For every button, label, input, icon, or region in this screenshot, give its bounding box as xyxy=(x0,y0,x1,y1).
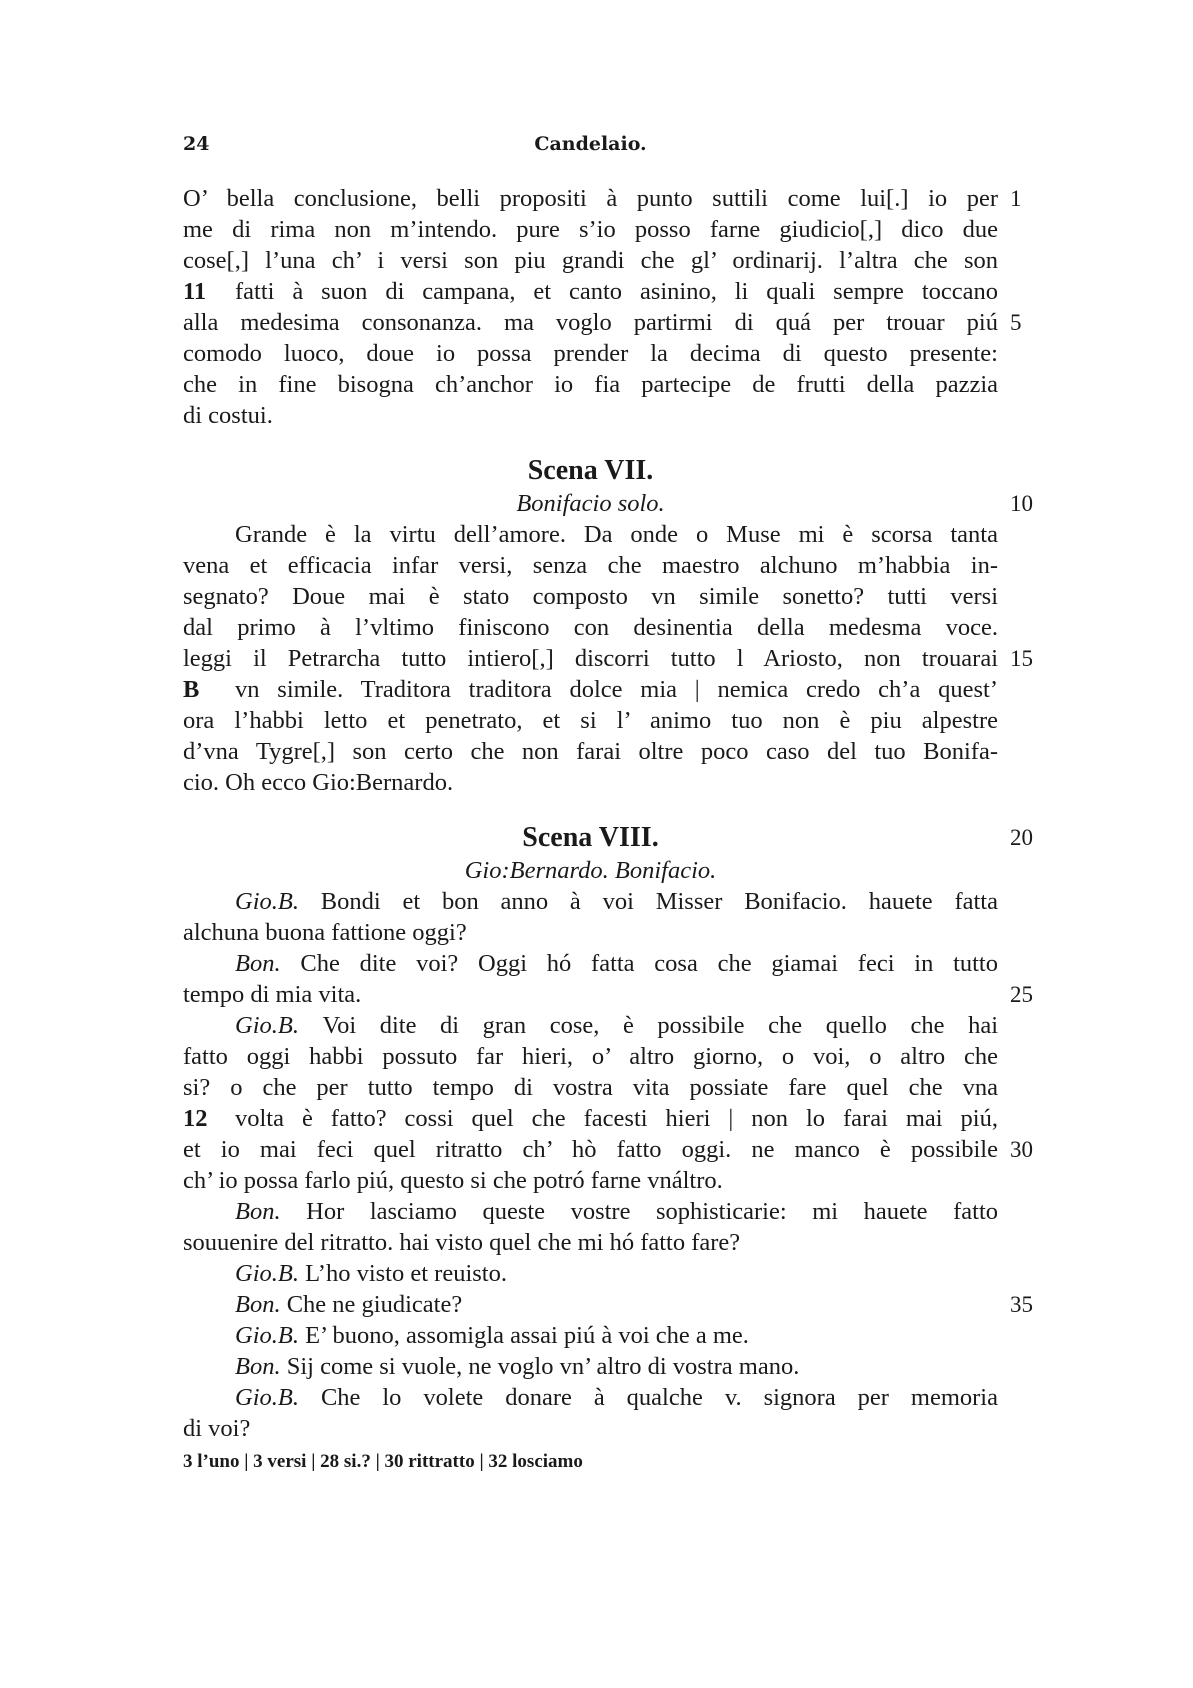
line-text: Voi dite di gran cose, è possibile che quello che hai xyxy=(322,1012,999,1039)
line-text: L’ho visto et reuisto. xyxy=(305,1260,507,1287)
text-line xyxy=(183,1227,998,1259)
line-text: si? o che per tutto tempo di vostra vita possiate fare quel che vna xyxy=(183,1074,998,1101)
line-text: cose[,] l’una ch’ i versi son piu grandi che gl’ ordinarij. l’altra che son xyxy=(183,247,998,274)
running-title: Candelaio. xyxy=(534,133,647,155)
text-line xyxy=(183,705,998,737)
line-number: 35 xyxy=(1010,1292,1033,1317)
text-line xyxy=(183,276,998,308)
text-line xyxy=(183,1320,998,1352)
line-number: 20 xyxy=(1010,825,1033,850)
text-line xyxy=(183,245,998,277)
line-text: Scena VIII. xyxy=(522,822,659,853)
text-line xyxy=(183,1289,998,1321)
text-line xyxy=(183,519,998,551)
text-line xyxy=(183,736,998,768)
text-line xyxy=(183,1041,998,1073)
text-line xyxy=(183,822,998,854)
speaker-name: Bon. xyxy=(235,1353,287,1380)
text-line xyxy=(183,1103,998,1135)
line-text: et io mai feci quel ritratto ch’ hò fatto oggi. ne manco è possibile xyxy=(183,1136,998,1163)
text-line xyxy=(183,455,998,487)
line-number: 15 xyxy=(1010,646,1033,671)
line-text: che in fine bisogna ch’anchor io fia partecipe de frutti della pazzia xyxy=(183,371,998,398)
line-text: dal primo à l’vltimo finiscono con desinentia della medesma voce. xyxy=(183,614,998,641)
line-text: d’vna Tygre[,] son certo che non farai oltre poco caso del tuo Bonifa- xyxy=(183,738,998,765)
line-text: segnato? Doue mai è stato composto vn simile sonetto? tutti versi xyxy=(183,583,998,610)
text-line xyxy=(183,1351,998,1383)
text-line xyxy=(183,1258,998,1290)
speaker-name: Gio.B. xyxy=(235,1322,306,1349)
page-number: 24 xyxy=(183,133,210,155)
line-text: fatti à suon di campana, et canto asinino, li quali sempre toccano xyxy=(235,278,998,305)
text-line xyxy=(183,183,998,215)
text-line xyxy=(183,886,998,918)
original-page-marker: 12 xyxy=(183,1105,208,1132)
line-text: Bonifacio solo. xyxy=(516,490,665,517)
line-text: Che dite voi? Oggi hó fatta cosa che giamai feci in tutto xyxy=(300,950,998,977)
line-text: tempo di mia vita. xyxy=(183,981,362,1008)
line-text: Hor lasciamo queste vostre sophisticarie: mi hauete fatto xyxy=(306,1198,999,1225)
text-line xyxy=(183,1134,998,1166)
line-text: leggi il Petrarcha tutto intiero[,] discorri tutto l Ariosto, non trouarai xyxy=(183,645,998,672)
line-text: Bondi et bon anno à voi Misser Bonifacio. hauete fatta xyxy=(320,888,998,915)
text-line xyxy=(183,1382,998,1414)
speaker-name: Bon. xyxy=(235,950,301,977)
speaker-name: Gio.B. xyxy=(235,1260,306,1287)
text-line xyxy=(183,1010,998,1042)
line-text: alla medesima consonanza. ma voglo partirmi di quá per trouar piú xyxy=(183,309,998,336)
text-line xyxy=(183,338,998,370)
line-text: vena et efficacia infar versi, senza che maestro alchuno m’habbia in- xyxy=(183,552,998,579)
text-line xyxy=(183,979,998,1011)
text-line xyxy=(183,674,998,706)
line-text: Scena VII. xyxy=(527,455,654,486)
line-number: 1 xyxy=(1010,186,1022,211)
speaker-name: Gio.B. xyxy=(235,1384,321,1411)
speaker-name: Gio.B. xyxy=(235,888,321,915)
speaker-name: Bon. xyxy=(235,1198,307,1225)
text-line xyxy=(183,307,998,339)
line-text: Sij come si vuole, ne voglo vn’ altro di vostra mano. xyxy=(286,1353,800,1380)
line-number: 30 xyxy=(1010,1137,1033,1162)
text-line xyxy=(183,767,998,799)
line-text: vn simile. Traditora traditora dolce mia | nemica credo ch’a quest’ xyxy=(235,676,998,703)
line-text: comodo luoco, doue io possa prender la decima di questo presente: xyxy=(183,340,998,367)
line-number: 25 xyxy=(1010,982,1033,1007)
text-line xyxy=(183,612,998,644)
text-line xyxy=(183,917,998,949)
line-text: ch’ io possa farlo piú, questo si che potró farne vnáltro. xyxy=(183,1167,723,1194)
line-text: E’ buono, assomigla assai piú à voi che a me. xyxy=(305,1322,749,1349)
text-line xyxy=(183,948,998,980)
line-text: Gio:Bernardo. Bonifacio. xyxy=(464,857,717,884)
line-text: O’ bella conclusione, belli propositi à punto suttili come lui[.] io per xyxy=(183,185,998,212)
line-text: di costui. xyxy=(183,402,273,429)
text-line xyxy=(183,1072,998,1104)
text-line xyxy=(183,1165,998,1197)
running-header xyxy=(183,133,998,163)
line-number: 5 xyxy=(1010,310,1022,335)
text-line xyxy=(183,400,998,432)
text-line xyxy=(183,855,998,887)
text-line xyxy=(183,1196,998,1228)
text-line xyxy=(183,581,998,613)
line-text: fatto oggi habbi possuto far hieri, o’ altro giorno, o voi, o altro che xyxy=(183,1043,998,1070)
footnote-apparatus: 3 l’uno | 3 versi | 28 si.? | 30 rittratto | 32 losciamo xyxy=(183,1451,583,1472)
speaker-name: Bon. xyxy=(235,1291,287,1318)
line-text: Che ne giudicate? xyxy=(286,1291,463,1318)
line-text: Grande è la virtu dell’amore. Da onde o Muse mi è scorsa tanta xyxy=(235,521,998,548)
line-text: souuenire del ritratto. hai visto quel che mi hó fatto fare? xyxy=(183,1229,741,1256)
speaker-name: Gio.B. xyxy=(235,1012,323,1039)
text-line xyxy=(183,488,998,520)
original-page-marker: B xyxy=(183,676,200,703)
line-number: 10 xyxy=(1010,491,1033,516)
line-text: Che lo volete donare à qualche v. signora per memoria xyxy=(320,1384,998,1411)
text-line xyxy=(183,214,998,246)
line-text: ora l’habbi letto et penetrato, et si l’ animo tuo non è piu alpestre xyxy=(183,707,998,734)
line-text: cio. Oh ecco Gio:Bernardo. xyxy=(183,769,454,796)
text-line xyxy=(183,369,998,401)
line-text: di voi? xyxy=(183,1415,251,1442)
text-line xyxy=(183,550,998,582)
line-text: volta è fatto? cossi quel che facesti hieri | non lo farai mai piú, xyxy=(235,1105,998,1132)
text-line xyxy=(183,643,998,675)
original-page-marker: 11 xyxy=(183,278,207,305)
line-text: alchuna buona fattione oggi? xyxy=(183,919,467,946)
line-text: me di rima non m’intendo. pure s’io posso farne giudicio[,] dico due xyxy=(183,216,998,243)
text-line xyxy=(183,1413,998,1445)
